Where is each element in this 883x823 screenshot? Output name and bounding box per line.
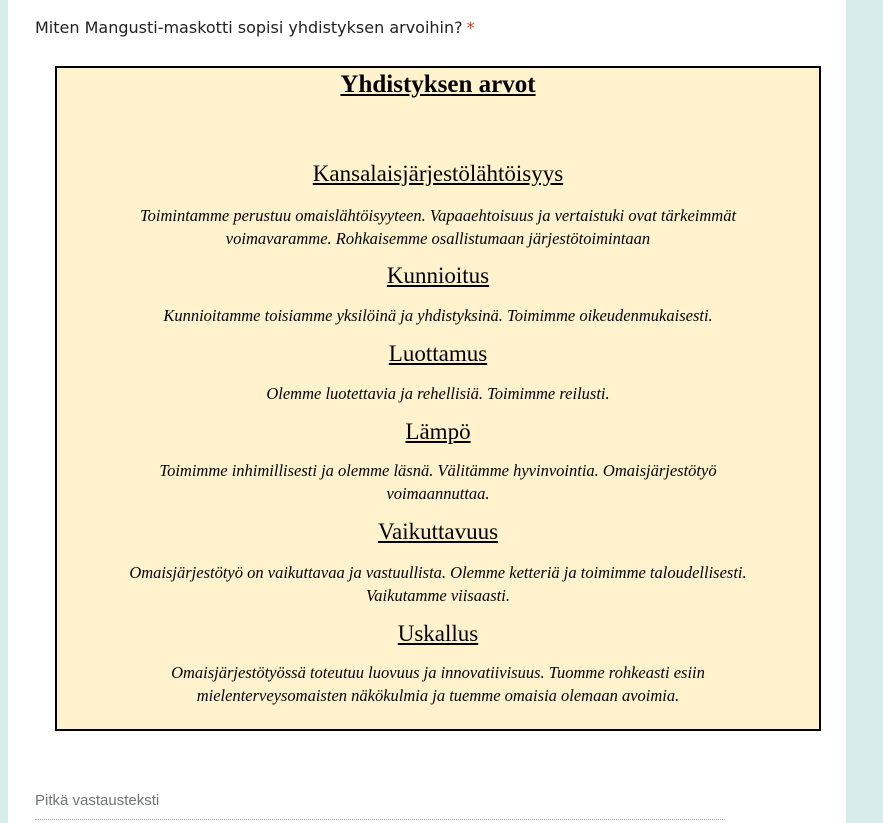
value-description	[77, 661, 799, 707]
value-heading: Uskallus	[397, 621, 479, 646]
value-heading: Luottamus	[388, 341, 488, 366]
question-text: Miten Mangusti-maskotti sopisi yhdistyksen arvoihin?	[35, 18, 463, 37]
image-title: Yhdistyksen arvot	[340, 71, 536, 98]
value-heading: Lämpö	[405, 419, 471, 444]
value-description	[77, 561, 799, 607]
value-description	[77, 204, 799, 250]
question-title	[35, 18, 475, 37]
required-asterisk: *	[466, 18, 475, 37]
answer-underline	[35, 819, 725, 820]
value-description-line: Toimintamme perustuu omaislähtöisyyteen. Vapaaehtoisuus ja vertaistuki ovat tärkeimmät	[139, 206, 737, 225]
value-description-line: Vaikutamme viisaasti.	[366, 586, 510, 605]
value-description-line: Omaisjärjestötyö on vaikuttavaa ja vastuullista. Olemme ketteriä ja toimimme taloudellisesti.	[129, 563, 747, 582]
value-description-line: mielenterveysomaisten näkökulmia ja tuemme omaisia olemaan avoimia.	[196, 686, 680, 705]
value-description-line: voimaannuttaa.	[386, 484, 490, 503]
long-answer-input[interactable]: Pitkä vastausteksti	[35, 792, 160, 809]
question-card	[8, 0, 846, 823]
value-description	[77, 459, 799, 505]
value-heading: Vaikuttavuus	[377, 519, 499, 544]
values-image	[55, 66, 821, 731]
value-description	[77, 382, 799, 405]
value-heading: Kunnioitus	[386, 263, 490, 288]
value-description-line: Kunnioitamme toisiamme yksilöinä ja yhdistyksinä. Toimimme oikeudenmukaisesti.	[163, 306, 713, 325]
value-description-line: Omaisjärjestötyössä toteutuu luovuus ja innovatiivisuus. Tuomme rohkeasti esiin	[171, 663, 705, 682]
value-description-line: Olemme luotettavia ja rehellisiä. Toimimme reilusti.	[266, 384, 610, 403]
value-description	[77, 304, 799, 327]
value-description-line: Toimimme inhimillisesti ja olemme läsnä. Välitämme hyvinvointia. Omaisjärjestötyö	[159, 461, 717, 480]
value-description-line: voimavaramme. Rohkaisemme osallistumaan järjestötoimintaan	[225, 229, 651, 248]
value-heading: Kansalaisjärjestölähtöisyys	[312, 161, 564, 186]
